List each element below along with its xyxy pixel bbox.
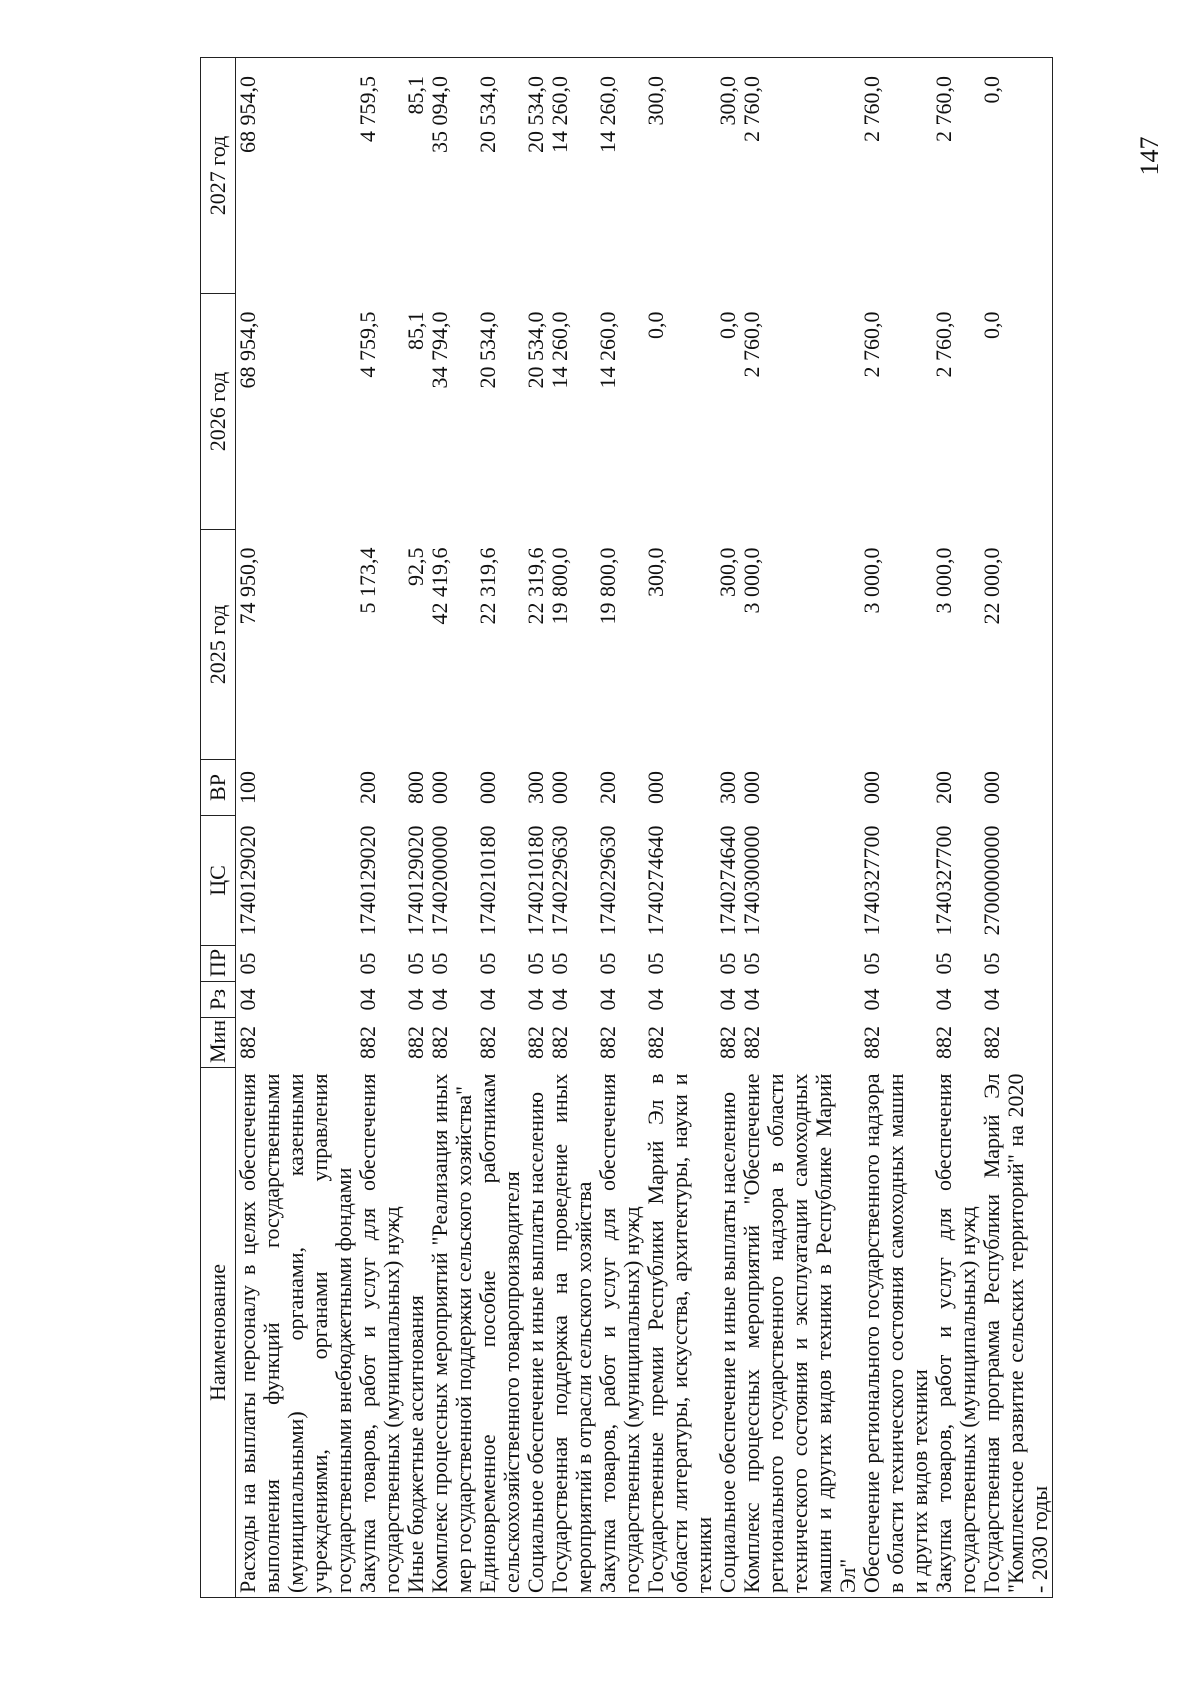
cell-y2026: 0,0: [643, 311, 668, 339]
cell-rz: 04: [403, 988, 428, 1011]
cell-y2027: 2 760,0: [740, 58, 860, 294]
cell-cs: 1740229630: [547, 825, 572, 936]
cell-cs: 1740129020: [403, 825, 428, 936]
table-row: [524, 58, 548, 1598]
cell-rz: 04: [235, 988, 260, 1011]
table-row: [932, 58, 980, 1598]
cell-y2026: 2 760,0: [739, 311, 764, 378]
header-name: Наименование: [201, 1068, 236, 1598]
cell-y2026: 2 760,0: [859, 311, 884, 378]
cell-cs: 2700000000: [980, 816, 1053, 946]
cell-min: 882: [643, 1026, 668, 1059]
table-row: [716, 58, 740, 1598]
cell-rz: 04: [931, 988, 956, 1011]
cell-min: 882: [475, 1026, 500, 1059]
cell-min: 882: [427, 1026, 452, 1059]
cell-y2027: 85,1: [404, 58, 428, 294]
header-min: Мин: [201, 1018, 236, 1068]
cell-name: Закупка товаров, работ и услуг для обеспечения государственных (муниципальных) нужд: [932, 1068, 980, 1598]
header-2025: 2025 год: [201, 530, 236, 760]
cell-rz: 04: [595, 988, 620, 1011]
header-vr: ВР: [201, 760, 236, 816]
cell-y2026: 20 534,0: [523, 311, 548, 389]
cell-name: Государственные премии Республики Марий Эл в области литературы, искусства, архитектуры, науки и техники: [644, 1068, 716, 1598]
cell-name: Государственная программа Республики Марий Эл "Комплексное развитие сельских территорий" на 2020 - 2030 годы: [980, 1068, 1053, 1598]
table-row: [860, 58, 932, 1598]
cell-vr: 200: [931, 771, 956, 804]
table-row: [740, 58, 860, 1598]
cell-min: 882: [739, 1026, 764, 1059]
cell-y2025: 5 173,4: [355, 547, 380, 614]
cell-y2027: 68 954,0: [236, 58, 357, 294]
cell-y2025: 3 000,0: [859, 547, 884, 614]
cell-pr: 05: [403, 952, 428, 975]
cell-name: Комплекс процессных мероприятий "Реализация иных мер государственной поддержки сельского хозяйства": [428, 1068, 476, 1598]
cell-y2027: 2 760,0: [932, 58, 980, 294]
table-header-row: [201, 58, 236, 1598]
cell-y2026: 0,0: [980, 294, 1053, 530]
cell-y2026: 14 260,0: [547, 311, 572, 389]
header-rz: Рз: [201, 982, 236, 1018]
cell-min: 882: [403, 1026, 428, 1059]
cell-cs: 1740129020: [355, 825, 380, 936]
table-row: [356, 58, 404, 1598]
cell-rz: 04: [475, 988, 500, 1011]
cell-y2027: 2 760,0: [860, 58, 932, 294]
cell-rz: 04: [523, 988, 548, 1011]
cell-vr: 000: [739, 771, 764, 804]
table-row: [548, 58, 596, 1598]
cell-pr: 05: [643, 952, 668, 975]
cell-pr: 05: [475, 952, 500, 975]
cell-y2027: 20 534,0: [524, 58, 548, 294]
cell-name: Расходы на выплаты персоналу в целях обеспечения выполнения функций государственными (муниципальными) органами, казенными учреждениями, органами управления государственными внебюджетными фондами: [236, 1068, 357, 1598]
cell-cs: 1740327700: [931, 825, 956, 936]
cell-rz: 04: [980, 982, 1053, 1018]
cell-y2025: 300,0: [715, 547, 740, 597]
cell-rz: 04: [643, 988, 668, 1011]
cell-pr: 05: [235, 952, 260, 975]
cell-vr: 300: [523, 771, 548, 804]
page-number: 147: [1135, 136, 1164, 176]
cell-y2025: 74 950,0: [235, 547, 260, 625]
cell-vr: 200: [355, 771, 380, 804]
cell-y2027: 300,0: [644, 58, 716, 294]
cell-name: Комплекс процессных мероприятий "Обеспечение регионального государственного надзора в области технического состояния и эксплуатации самоходных машин и других видов техники в Республике Марий Эл": [740, 1068, 860, 1598]
table-row: [236, 58, 357, 1598]
cell-y2025: 19 800,0: [547, 547, 572, 625]
cell-pr: 05: [355, 952, 380, 975]
cell-name: Обеспечение регионального государственного надзора в области технического состояния самоходных машин и других видов техники: [860, 1068, 932, 1598]
cell-cs: 1740229630: [595, 825, 620, 936]
cell-min: 882: [547, 1026, 572, 1059]
cell-name: Единовременное пособие работникам сельскохозяйственного товаропроизводителя: [476, 1068, 524, 1598]
cell-y2025: 300,0: [643, 547, 668, 597]
cell-min: 882: [595, 1026, 620, 1059]
header-cs: ЦС: [201, 816, 236, 946]
cell-min: 882: [523, 1026, 548, 1059]
cell-y2025: 92,5: [403, 547, 428, 586]
cell-y2025: 22 000,0: [980, 530, 1053, 760]
cell-pr: 05: [427, 952, 452, 975]
cell-y2027: 14 260,0: [596, 58, 644, 294]
cell-y2026: 34 794,0: [427, 311, 452, 389]
cell-min: 882: [235, 1026, 260, 1059]
cell-min: 882: [859, 1026, 884, 1059]
table-row: [596, 58, 644, 1598]
cell-rz: 04: [715, 988, 740, 1011]
rotated-page: [200, 58, 1052, 1598]
cell-vr: 000: [547, 771, 572, 804]
cell-cs: 1740274640: [715, 825, 740, 936]
cell-pr: 05: [547, 952, 572, 975]
table-row: [428, 58, 476, 1598]
cell-min: 882: [931, 1026, 956, 1059]
cell-y2027: 4 759,5: [356, 58, 404, 294]
cell-y2025: 19 800,0: [595, 547, 620, 625]
cell-vr: 000: [643, 771, 668, 804]
cell-rz: 04: [427, 988, 452, 1011]
cell-pr: 05: [715, 952, 740, 975]
header-pr: ПР: [201, 946, 236, 982]
cell-name: Закупка товаров, работ и услуг для обеспечения государственных (муниципальных) нужд: [356, 1068, 404, 1598]
cell-vr: 100: [235, 771, 260, 804]
cell-y2026: 85,1: [403, 311, 428, 350]
cell-name: Социальное обеспечение и иные выплаты населению: [524, 1068, 548, 1598]
cell-pr: 05: [980, 946, 1053, 982]
cell-y2026: 4 759,5: [355, 311, 380, 378]
cell-y2027: 300,0: [716, 58, 740, 294]
cell-y2025: 22 319,6: [523, 547, 548, 625]
cell-cs: 1740300000: [739, 825, 764, 936]
cell-min: 882: [980, 1018, 1053, 1068]
cell-rz: 04: [355, 988, 380, 1011]
table-row: [980, 58, 1053, 1598]
cell-name: Социальное обеспечение и иные выплаты населению: [716, 1068, 740, 1598]
table-body: [236, 58, 1053, 1598]
cell-y2025: 42 419,6: [427, 547, 452, 625]
cell-pr: 05: [931, 952, 956, 975]
cell-cs: 1740200000: [427, 825, 452, 936]
header-2026: 2026 год: [201, 294, 236, 530]
header-2027: 2027 год: [201, 58, 236, 294]
cell-cs: 1740210180: [523, 825, 548, 936]
cell-y2026: 68 954,0: [235, 311, 260, 389]
cell-vr: 000: [427, 771, 452, 804]
cell-y2025: 3 000,0: [739, 547, 764, 614]
cell-name: Закупка товаров, работ и услуг для обеспечения государственных (муниципальных) нужд: [596, 1068, 644, 1598]
cell-pr: 05: [739, 952, 764, 975]
cell-name: Государственная поддержка на проведение иных мероприятий в отрасли сельского хозяйства: [548, 1068, 596, 1598]
cell-rz: 04: [739, 988, 764, 1011]
cell-y2027: 0,0: [980, 58, 1053, 294]
cell-vr: 000: [859, 771, 884, 804]
table-row: [644, 58, 716, 1598]
cell-cs: 1740274640: [643, 825, 668, 936]
cell-y2025: 3 000,0: [931, 547, 956, 614]
cell-y2027: 35 094,0: [428, 58, 476, 294]
budget-table: [200, 57, 1053, 1598]
table-row: [404, 58, 428, 1598]
cell-min: 882: [715, 1026, 740, 1059]
cell-y2026: 0,0: [715, 311, 740, 339]
cell-y2027: 14 260,0: [548, 58, 596, 294]
table-row: [476, 58, 524, 1598]
cell-vr: 200: [595, 771, 620, 804]
cell-y2026: 20 534,0: [475, 311, 500, 389]
cell-y2026: 2 760,0: [931, 311, 956, 378]
cell-cs: 1740210180: [475, 825, 500, 936]
cell-vr: 800: [403, 771, 428, 804]
cell-min: 882: [355, 1026, 380, 1059]
cell-pr: 05: [859, 952, 884, 975]
cell-rz: 04: [859, 988, 884, 1011]
cell-cs: 1740327700: [859, 825, 884, 936]
cell-pr: 05: [595, 952, 620, 975]
cell-cs: 1740129020: [235, 825, 260, 936]
cell-y2027: 20 534,0: [476, 58, 524, 294]
cell-pr: 05: [523, 952, 548, 975]
cell-y2026: 14 260,0: [595, 311, 620, 389]
cell-rz: 04: [547, 988, 572, 1011]
cell-y2025: 22 319,6: [475, 547, 500, 625]
cell-vr: 000: [475, 771, 500, 804]
cell-vr: 300: [715, 771, 740, 804]
cell-vr: 000: [980, 760, 1053, 816]
cell-name: Иные бюджетные ассигнования: [404, 1068, 428, 1598]
